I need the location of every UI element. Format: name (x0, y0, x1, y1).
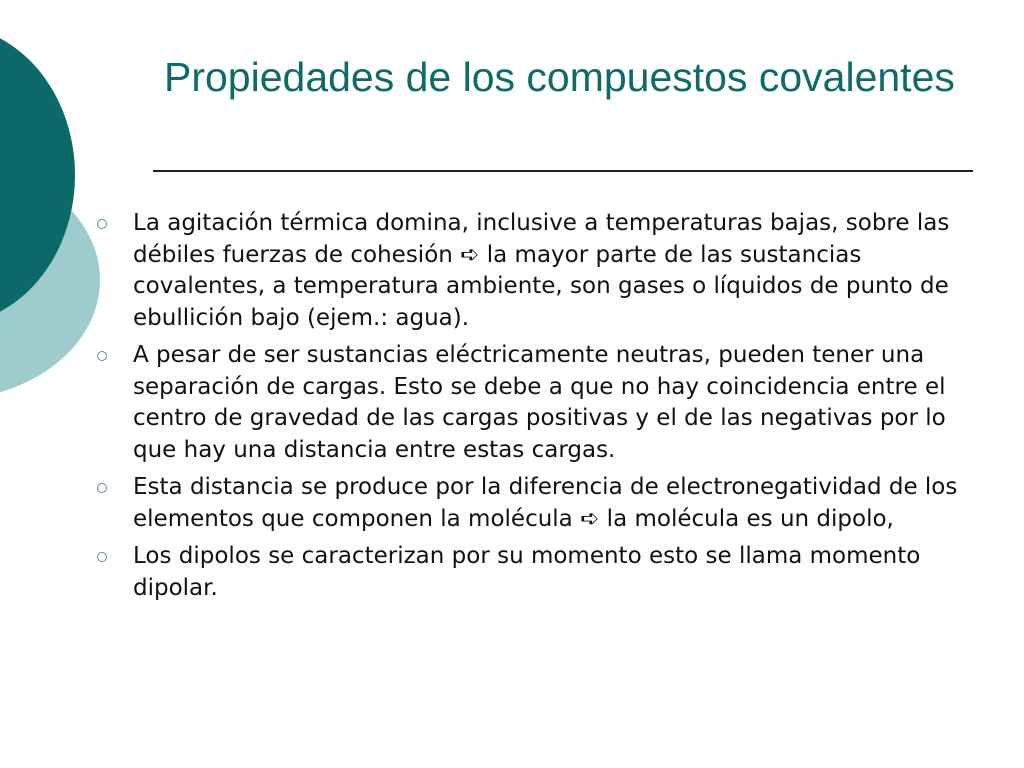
bullet-list (95, 208, 995, 610)
slide-title: Propiedades de los compuestos covalentes (164, 54, 955, 100)
bullet-item-4 (95, 541, 995, 604)
bullet-2-text: A pesar de ser sustancias eléctricamente neutras, pueden tener una separación de cargas. Esto se debe a que no hay coincidencia entre el centro de gravedad de las cargas positivas y el de las negativas por lo que hay una distancia entre estas cargas. (133, 342, 946, 463)
title-divider (153, 170, 973, 172)
bullet-circle-icon (97, 552, 107, 562)
bullet-4-text: Los dipolos se caracterizan por su momento esto se llama momento dipolar. (133, 543, 921, 601)
bullet-circle-icon (97, 351, 107, 361)
bullet-item-2 (95, 340, 995, 466)
arrow-right-icon: ➪ (460, 241, 480, 268)
bullet-circle-icon (97, 483, 107, 493)
arrow-right-icon: ➪ (580, 505, 600, 532)
bullet-1-text-before: La agitación térmica domina, inclusive a temperaturas bajas, sobre las débiles fuerzas de cohesión (133, 210, 950, 268)
bullet-3-text-after: la molécula es un dipolo, (599, 505, 894, 532)
bullet-3-text-before: Esta distancia se produce por la diferencia de electronegatividad de los elementos que componen la molécula (133, 474, 958, 532)
bullet-circle-icon (97, 219, 107, 229)
bullet-1-text-after: la mayor parte de las sustancias covalentes, a temperatura ambiente, son gases o líquidos de punto de ebullición bajo (ejem.: agua). (133, 241, 949, 331)
bullet-item-1 (95, 208, 995, 334)
bullet-item-3 (95, 472, 995, 535)
